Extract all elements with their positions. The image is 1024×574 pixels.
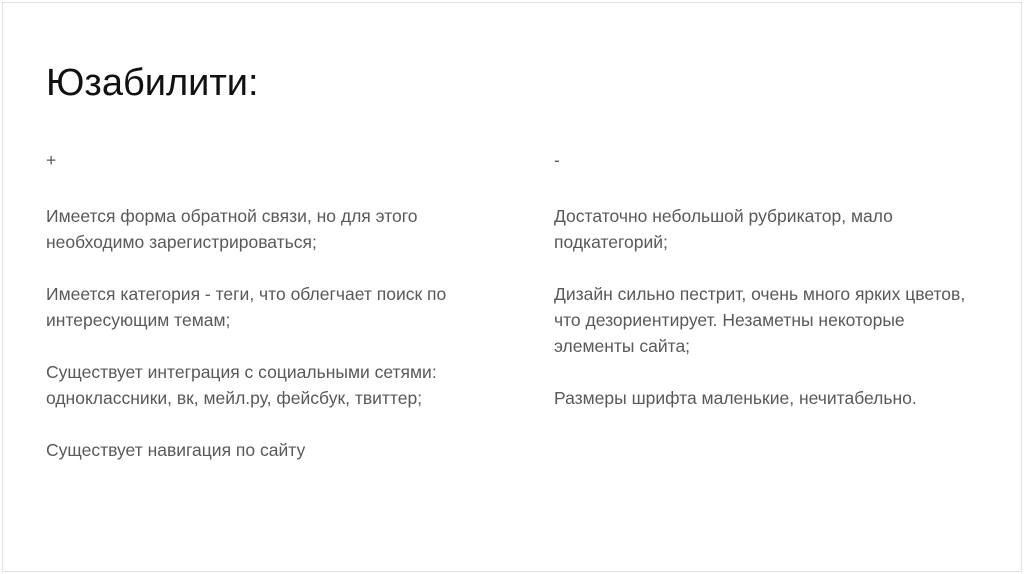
slide-title: Юзабилити: xyxy=(46,62,259,104)
cons-item: Размеры шрифта маленькие, нечитабельно. xyxy=(554,388,917,408)
slide xyxy=(2,2,1022,572)
pros-item: Имеется категория - теги, что облегчает поиск по интересующим темам; xyxy=(46,284,447,330)
cons-column xyxy=(554,147,984,437)
pros-marker: + xyxy=(46,150,57,170)
pros-item: Имеется форма обратной связи, но для этого необходимо зарегистрироваться; xyxy=(46,206,418,252)
cons-item: Дизайн сильно пестрит, очень много ярких цветов, что дезориентирует. Незаметны некоторые элементы сайта; xyxy=(554,284,966,356)
cons-marker: - xyxy=(554,150,560,170)
cons-item: Достаточно небольшой рубрикатор, мало подкатегорий; xyxy=(554,206,893,252)
pros-item: Существует навигация по сайту xyxy=(46,440,306,460)
pros-item: Существует интеграция с социальными сетями: одноклассники, вк, мейл.ру, фейсбук, твиттер; xyxy=(46,362,437,408)
pros-column xyxy=(46,147,491,489)
